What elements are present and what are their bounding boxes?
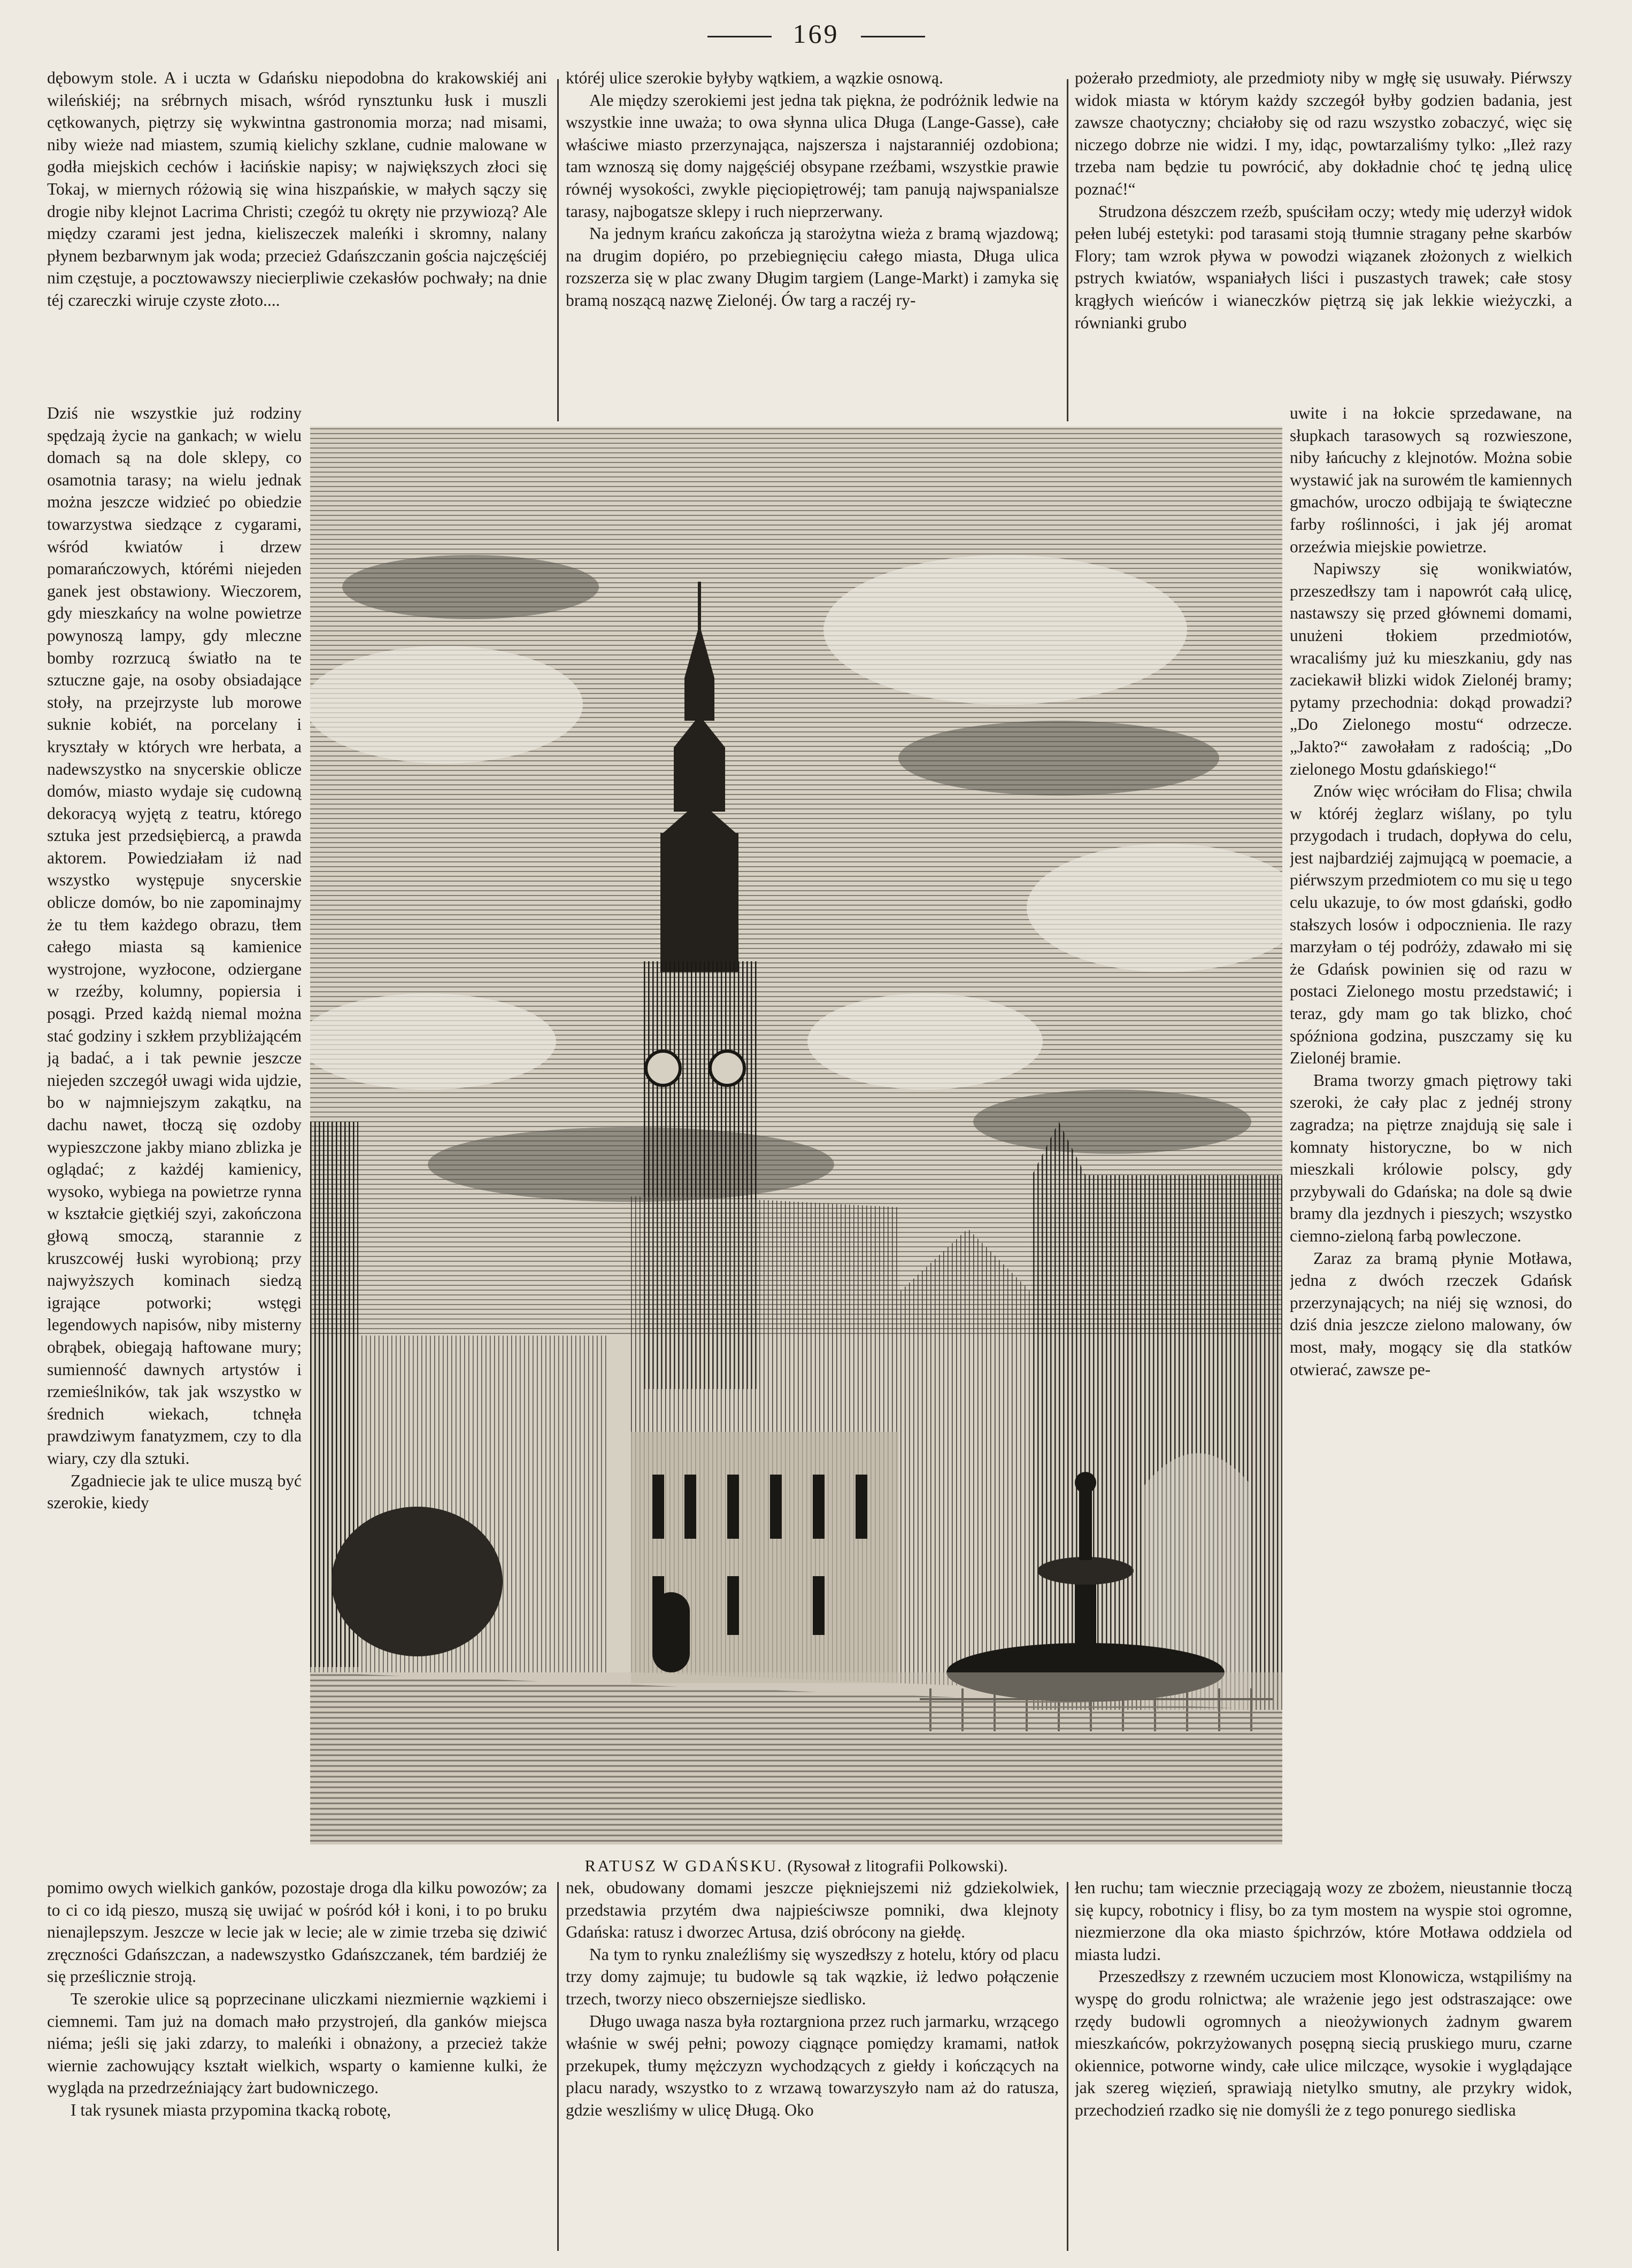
- caption-credit: (Rysował z litografii Polkowski).: [787, 1856, 1008, 1875]
- trees: [332, 1507, 503, 1656]
- paragraph: Te szerokie ulice są poprzecinane uliczkami niezmiernie wązkiemi i ciemnemi. Tam już na domach mało przystrojeń, dla ganków miejsca niéma; jeśli się jaki zdarzy, to maleńki i obnażony, a przecież także wiernie zachowujący kształt wielkich, wsparty o kamienne kulki, że wygląda na przedrzeźniający żart budowniczego.: [47, 1989, 547, 2097]
- column-1-top-text: [47, 67, 547, 422]
- column-1-bottom-text: [47, 1877, 547, 2251]
- column-3-top-text: [1075, 67, 1572, 422]
- header-rule-right: [861, 36, 925, 37]
- paragraph: Brama tworzy gmach piętrowy taki szeroki, że cały plac z jednéj strony zagradza; na piętrze znajdują się sale i komnaty historyczne, bo w nich mieszkali królowie polscy, gdy przybywali do Gdańska; na dole są dwie bramy dla jezdnych i pieszych; wszystko ciemno-zieloną farbą powleczone.: [1290, 1070, 1572, 1245]
- paragraph: pożerało przedmioty, ale przedmioty niby w mgłę się usuwały. Piérwszy widok miasta w którym każdy szczegół byłby godzien badania, jest zawsze chaotyczny; chciałoby się od razu wszystko zobaczyć, więc się niczego dobrze nie widzi. I my, idąc, powtarzaliśmy tylko: „Ileż razy trzeba nam będzie tu powrócić, aby dokładnie choć tę jedną ulicę poznać!“: [1075, 68, 1572, 198]
- column-rule-top-right: [1067, 79, 1068, 421]
- paragraph: nek, obudowany domami jeszcze piękniejszemi niż gdziekolwiek, przedstawia przytém dwa najpieściwsze pomniki, dwa klejnoty Gdańska: ratusz i dworzec Artusa, dziś obrócony na giełdę.: [566, 1878, 1059, 1942]
- paragraph: Na tym to rynku znaleźliśmy się wyszedłszy z hotelu, który od placu trzy domy zajmuje; tu budowle są tak wązkie, iż ledwo połączenie trzech, tworzy nieco obszerniejsze siedlisko.: [566, 1945, 1059, 2008]
- column-2-top-text: [566, 67, 1059, 422]
- column-3-narrow-text: [1290, 402, 1572, 1848]
- figure-caption: [310, 1856, 1282, 1876]
- town-hall-engraving: [310, 427, 1282, 1845]
- page-number: 169: [792, 19, 840, 49]
- right-buildings: [898, 1229, 1032, 1688]
- clock-face: [646, 1051, 680, 1085]
- column-3-bottom-text: [1075, 1877, 1572, 2251]
- paragraph: łen ruchu; tam wiecznie przeciągają wozy ze zbożem, nieustannie tłoczą się kupcy, robotnicy i flisy, bo za tym mostem na wyspie stoi ogromne, niezmierzone dla oka miasto śpichrzów, które Motława oddziela od miasta ludzi.: [1075, 1878, 1572, 1964]
- column-1-narrow-text: [47, 402, 302, 1781]
- entrance-portal: [652, 1592, 690, 1672]
- engraving-drawing: [310, 427, 1282, 1845]
- paragraph: Zgadniecie jak te ulice muszą być szerokie, kiedy: [47, 1471, 302, 1513]
- column-rule-bottom-right: [1067, 1882, 1068, 2251]
- caption-title: RATUSZ W GDAŃSKU.: [584, 1856, 783, 1875]
- paragraph: Zaraz za bramą płynie Motława, jedna z dwóch rzeczek Gdańsk przerzynających; na niéj się wznosi, do dziś dnia jeszcze zielono malowany, ów most, mały, mogący się dla statków otwierać, zawsze pe-: [1290, 1248, 1572, 1379]
- paragraph: uwite i na łokcie sprzedawane, na słupkach tarasowych są rozwieszone, niby łańcuchy z klejnotów. Można sobie wystawić jak na surowém tle kamiennych gmachów, uroczo odbijają te świąteczne farby roślinności, i jak jéj aromat orzeźwia miejskie powietrze.: [1290, 404, 1572, 556]
- paragraph: któréj ulice szerokie byłyby wątkiem, a wązkie osnową.: [566, 68, 943, 87]
- paragraph: Strudzona dészczem rzeźb, spuściłam oczy; wtedy mię uderzył widok pełen lubéj estetyki: pod tarasami stoją tłumnie stragany pełne skarbów Flory; tam wzrok pływa w powodzi wiązanek złożonych z wielkich pstrych kwiatów, wspaniałych liści i puszastych trawek; całe stosy krągłych wieńców i wianeczków piętrzą się jak lekkie wieżyczki, a równianki grubo: [1075, 202, 1572, 332]
- column-rule-bottom-left: [557, 1882, 559, 2251]
- paragraph: pomimo owych wielkich ganków, pozostaje droga dla kilku powozów; za to ci co idą pieszo, muszą się uwijać w pośród kół i koni, i to po bruku nienajlepszym. Jeszcze w lecie jak w lecie; ale w zimie trzeba się dziwić zręczności Gdańszczan, a nadewszystko Gdańszczanek, tém bardziéj że się prześlicznie stroją.: [47, 1878, 547, 1986]
- column-2-bottom-text: [566, 1877, 1059, 2251]
- page-number-header: [0, 18, 1632, 49]
- column-rule-top-left: [557, 79, 559, 421]
- paragraph: dębowym stole. A i uczta w Gdańsku niepodobna do krakowskiéj ani wileńskiéj; na srébrnych misach, wśród rynsztunku łusk i muszli cętkowanych, piętrzy się wykwintna gastronomia morza; nad misami, niby wieże nad miastem, szumią kielichy szklane, cudnie malowane w godła miejskich cechów i łacińskie napisy; w największych złoci się Tokaj, w miernych różowią się wina hiszpańskie, w małych sączy się drogie niby klejnot Lacrima Christi; czegóż tu okręty nie przywiozą? Ale między czarami jest jedna, kieliszeczek maleńki i skromny, nalany płynem bezbarwnym jak woda; przecież Gdańszczanin gościa najczęściéj nim częstuje, a pocztowawszy niecierpliwie czekasłów pochwały; na dnie téj czareczki wiruje czyste złoto....: [47, 68, 547, 310]
- paragraph: Ale między szerokiemi jest jedna tak piękna, że podróżnik ledwie na wszystkie inne uważa; to owa słynna ulica Długa (Lange-Gasse), całe właściwe miasto przerzynająca, najszersza i najstaranniéj ozdobiona; tam wznoszą się domy najgęściéj obsypane rzeźbami, wszystkie prawie równéj wysokości, zwykle pięciopiętrowéj; tam panują najwspanialsze tarasy, najbogatsze sklepy i ruch nieprzerwany.: [566, 90, 1059, 221]
- paragraph: I tak rysunek miasta przypomina tkacką robotę,: [71, 2100, 391, 2119]
- header-rule-left: [707, 36, 772, 37]
- paragraph: Znów więc wróciłam do Flisa; chwila w któréj żeglarz wiślany, po tylu przygodach i trudach, dopływa do celu, jest najbardziéj zajmującą w poemacie, a piérwszym przedmiotem co mu się u tego celu ukazuje, to ów most gdański, godło stałszych losów i odpocznienia. Ile razy marzyłam o téj podróży, zdawało mi się że Gdańsk powinien się od razu w postaci Zielonego mostu przedstawić; i teraz, gdy mam go tak blizko, choć spóźniona godzina, puszczamy się ku Zielonéj bramie.: [1290, 782, 1572, 1068]
- paragraph: Napiwszy się wonikwiatów, przeszedłszy tam i napowrót całą ulicę, nastawszy się przed głównemi domami, unużeni tłokiem przedmiotów, wracaliśmy już ku mieszkaniu, gdy nas zaciekawił blizki widok Zielonéj bramy; pytamy przechodnia: dokąd prowadzi? „Do Zielonego mostu“ odrzecze. „Jakto?“ zawołałam z radością; „Do zielonego Mostu gdańskiego!“: [1290, 559, 1572, 778]
- paragraph: Długo uwaga nasza była roztargniona przez ruch jarmarku, wrzącego właśnie w swéj pełni; powozy ciągnące pomiędzy kramami, natłok przekupek, tłumy mężczyzn wychodzących z giełdy i kończących na placu narady, wszystko to z wrzawą towarzyszyło nam aż do ratusza, gdzie weszliśmy w ulicę Długą. Oko: [566, 2011, 1059, 2119]
- paragraph: Przeszedłszy z rzewném uczuciem most Klonowicza, wstąpiliśmy na wyspę do grodu rolnictwa; ale wrażenie jego jest odstraszające: owe rzędy budowli ogromnych a nieożywionych żadnym gwarem mieszkańców, pokrzyżowanych posępną siecią pruskiego muru, czarne okiennice, potworne windy, całe ulice milczące, wysokie i wyglądające jak szereg więzień, sprawiają nietylko smutny, ale przykry widok, przechodzień rzadko się nie domyśli że z tego ponurego siedliska: [1075, 1967, 1572, 2119]
- paragraph: Na jednym krańcu zakończa ją starożytna wieża z bramą wjazdową; na drugim dopiéro, po przebiegnięciu całego miasta, Długa ulica rozszerza się w plac zwany Długim targiem (Lange-Markt) i zamyka się bramą noszącą nazwę Zielonéj. Ów targ a raczéj ry-: [566, 224, 1059, 310]
- paragraph: Dziś nie wszystkie już rodziny spędzają życie na gankach; w wielu domach są na dole sklepy, co osamotnia tarasy; na wielu jednak można jeszcze widzieć po obiedzie towarzystwa siedzące z cygarami, wśród kwiatów i drzew pomarańczowych, którémi niejeden ganek jest obstawiony. Wieczorem, gdy mieszkańcy na wolne powietrze powynoszą lampy, gdy mleczne bomby rozrzucą światło na te sztuczne gaje, na osoby obsiadające stoły, na przejrzyste lub morowe suknie kobiét, na porcelany i kryształy w których wre herbata, a nadewszystko na snycerskie oblicze domów, miasto wydaje się cudowną dekoracyą wyjętą z teatru, którego sztuka jest przedsiębiercą, a prawda aktorem. Powiedziałam iż nad wszystko występuje snycerskie oblicze domów, bo nie zapominajmy że tu tłem każdego obrazu, tłem całego miasta są kamienice wystrojone, wyzłocone, odziergane w rzeźby, kolumny, popiersia i posągi. Przed każdą niemal można stać godziny i szkłem przybliżającém ją badać, a i tak pewnie jeszcze niejeden szczegół uwagi wida ujdzie, bo w najmniejszym zakątku, na dachu nawet, tłoczą się ozdoby wypieszczone jakby miano zblizka je oglądać; z każdéj kamienicy, wysoko, wybiega na powietrze rynna w kształcie giętkiéj szyi, zakończona głową smoczą, starannie z kruszcowéj łuski wyrobioną; przy najwyższych kominach siedzą igrające potworki; wstęgi legendowych napisów, niby misterny obrąbek, obiegają haftowane mury; sumienność dawnych artystów i rzemieślników, tak jak wszystko w średnich wiekach, tchnęła prawdziwym fanatyzmem, czy to dla wiary, czy dla sztuki.: [47, 404, 302, 1468]
